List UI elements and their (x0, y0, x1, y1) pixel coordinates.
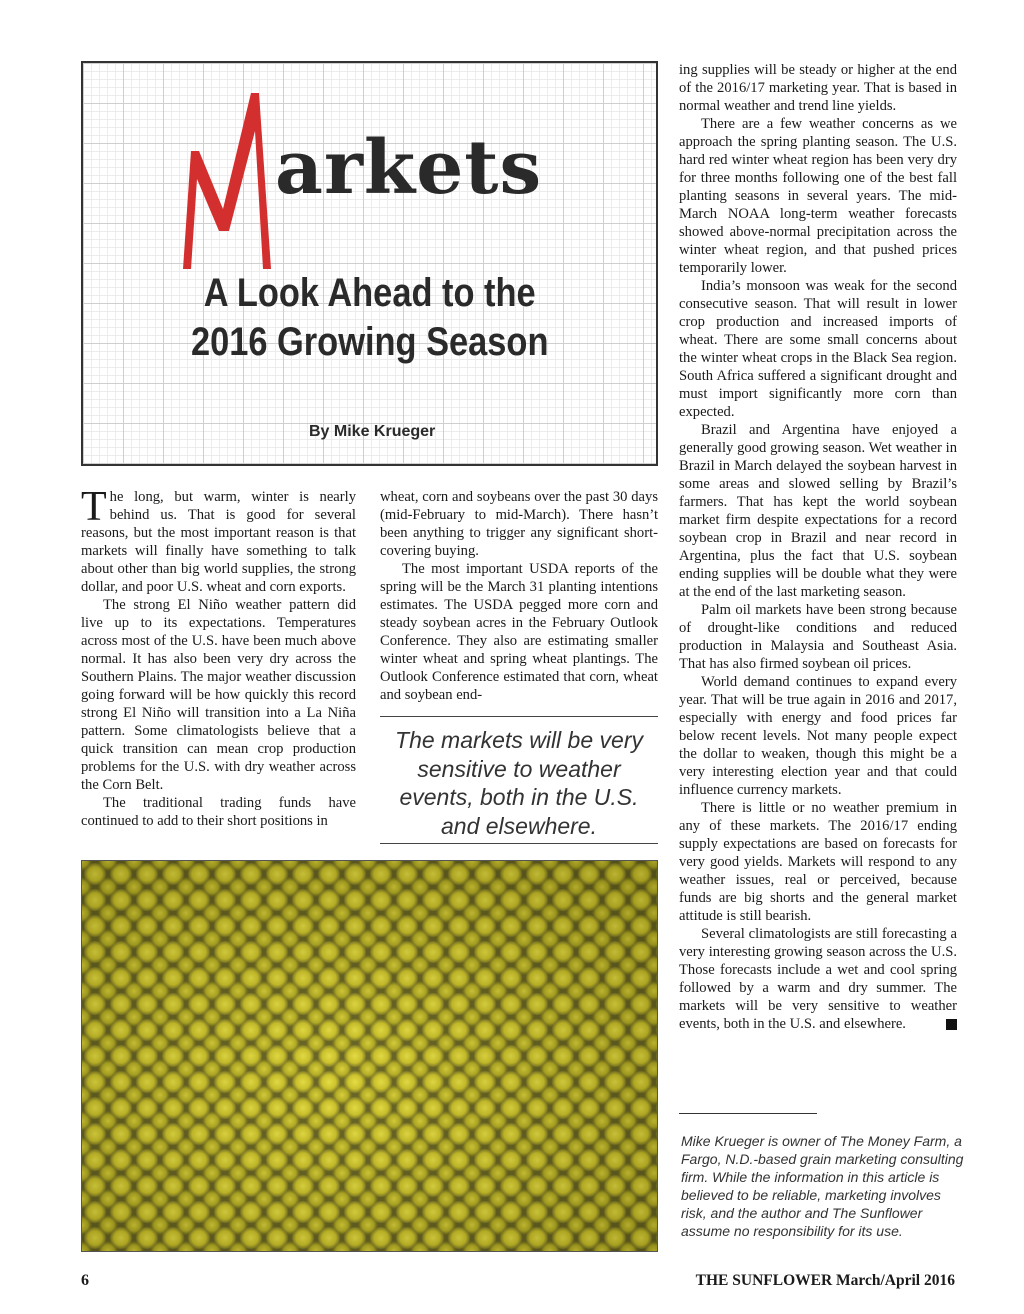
paragraph: The strong El Niño weather pattern did live up to its expectations. Temperatures across most of the U.S. have been much above normal. It has also been very dry across the Southern Plains. The major weather discussion going forward will be how quickly this record strong El Niño will transition into a La Niña pattern. Some climatologists believe that a quick transition can mean crop production problems for the U.S. with dry weather across the Corn Belt. (81, 597, 356, 793)
headline (123, 269, 616, 367)
article-column-1 (81, 484, 356, 830)
paragraph: The most important USDA reports of the spring will be the March 31 planting intentions estimates. The USDA pegged more corn and steady soybean acres in the February Outlook Conference. They also are estimating smaller winter wheat and spring wheat plantings. The Outlook Conference estimated that corn, wheat and soybean end- (380, 561, 658, 703)
article-column-2 (380, 488, 658, 704)
drop-cap: T (81, 484, 107, 530)
paragraph: World demand continues to expand every year. That will be true again in 2016 and 2017, especially with energy and food prices far below recent levels. Not many people expect the dollar to weaken, though this might be a very interesting election year and that could influence currency markets. (679, 674, 957, 798)
paragraph: Brazil and Argentina have enjoyed a generally good growing season. Wet weather in Brazil in March delayed the soybean harvest in some areas and slowed selling by Brazil’s farmers. That has kept the world soybean market firm despite expectations for a record soybean crop in Brazil and near record in Argentina, plus the fact that U.S. soybean ending supplies will be double what they were at the end of the last marketing season. (679, 422, 957, 600)
author-bio: Mike Krueger is owner of The Money Farm, a Fargo, N.D.-based grain marketing consulting firm. While the information in this article is believed to be reliable, marketing involves risk, and the author and The Sunflower assume no responsibility for its use. (681, 1133, 964, 1239)
markets-logo-m-icon (179, 91, 279, 271)
paragraph: India’s monsoon was weak for the second consecutive season. That will result in lower crop production and increased imports of wheat. There are some small concerns about the winter wheat crops in the Black Sea region. South Africa suffered a significant drought and must import significantly more corn than expected. (679, 278, 957, 420)
byline: By Mike Krueger (309, 423, 436, 440)
pullquote-bottom-rule (380, 843, 658, 844)
article-column-3 (679, 61, 957, 1033)
paragraph: There is little or no weather premium in any of these markets. The 2016/17 ending supply expectations are based on forecasts for very good yields. Markets will respond to any weather issues, real or perceived, because funds are big shorts and the general market attitude is still bearish. (679, 800, 957, 924)
paragraph: There are a few weather concerns as we approach the spring planting season. The U.S. hard red winter wheat region has been very dry for three months following one of the best fall planting seasons in several years. The mid-March NOAA long-term weather forecasts showed above-normal precipitation across the winter wheat region, and that pushed prices temporarily lower. (679, 116, 957, 276)
paragraph: wheat, corn and soybeans over the past 30 days (mid-February to mid-March). There hasn’t been anything to trigger any significant short-covering buying. (380, 489, 658, 559)
end-mark-icon (946, 1019, 957, 1030)
sunflower-head-photo (81, 860, 658, 1252)
paragraph: ing supplies will be steady or higher at the end of the 2016/17 marketing year. That is based in normal weather and trend line yields. (679, 62, 957, 114)
paragraph: Several climatologists are still forecasting a very interesting growing season across the U.S. Those forecasts include a wet and cool spring followed by a warm and dry summer. The markets will be very sensitive to weather events, both in the U.S. and elsewhere. (679, 926, 957, 1032)
bio-rule (679, 1113, 817, 1114)
paragraph: The long, but warm, winter is nearly behind us. That is good for several reasons, but the most important reason is that markets will finally have something to talk about other than big world supplies, the strong dollar, and poor U.S. wheat and corn exports. (81, 484, 356, 595)
article-header (81, 61, 658, 466)
paragraph: The traditional trading funds have continued to add to their short positions in (81, 795, 356, 829)
page-number: 6 (81, 1272, 89, 1289)
pullquote: The markets will be very sensitive to weather events, both in the U.S. and elsewhere. (395, 727, 643, 839)
publication-footer: THE SUNFLOWER March/April 2016 (695, 1272, 955, 1289)
headline-line-2: 2016 Growing Season (190, 320, 549, 364)
headline-line-1: A Look Ahead to the (203, 271, 536, 315)
pullquote-top-rule (380, 716, 658, 717)
paragraph: Palm oil markets have been strong because of drought-like conditions and reduced production in Malaysia and Southeast Asia. That has also firmed soybean oil prices. (679, 602, 957, 672)
logo-word: arkets (275, 125, 543, 211)
